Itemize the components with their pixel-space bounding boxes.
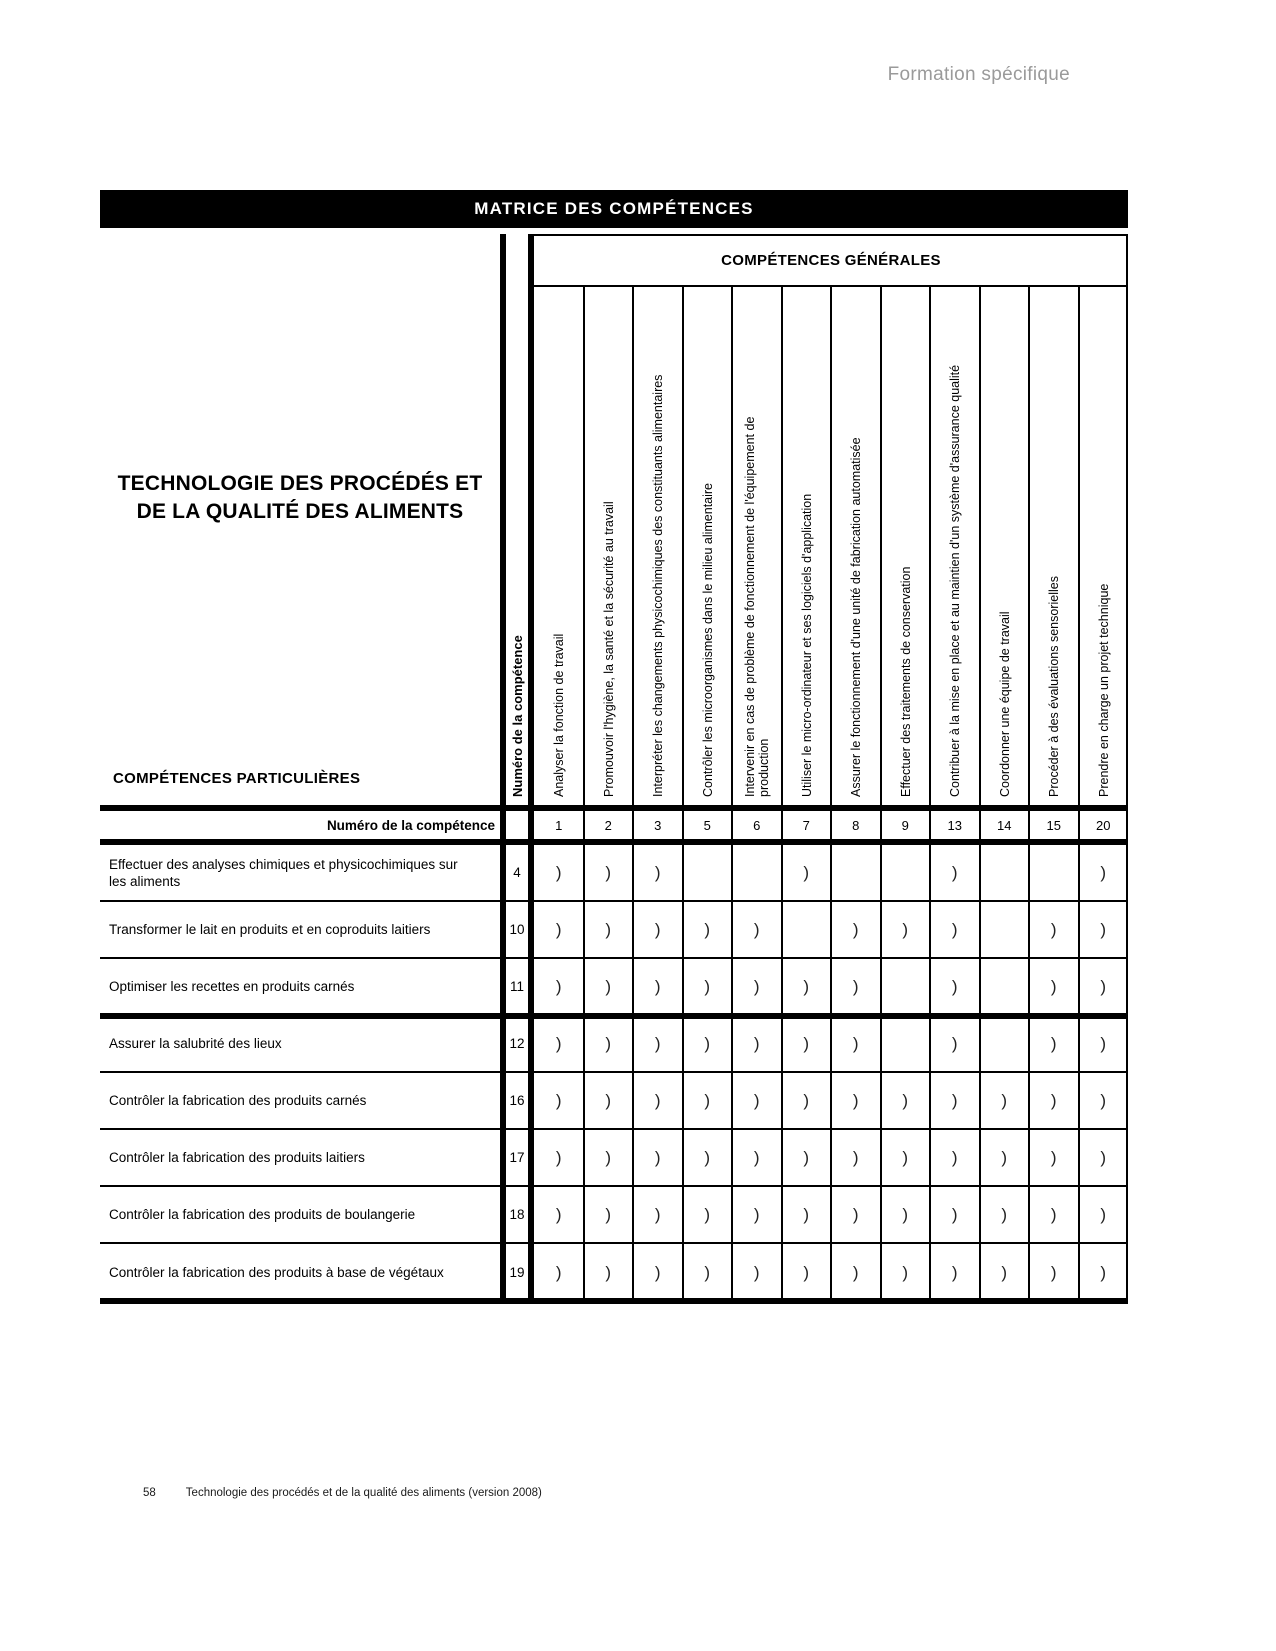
table-row — [100, 902, 1128, 959]
matrix-cell: ) — [951, 1147, 958, 1167]
matrix-cell: ) — [1001, 1090, 1008, 1110]
matrix-cell: ) — [803, 1090, 810, 1110]
matrix-cell: ) — [1100, 1033, 1107, 1053]
column-number: 5 — [703, 817, 711, 833]
matrix-cell: ) — [852, 1204, 859, 1224]
column-number: 8 — [852, 817, 860, 833]
matrix-cell: ) — [753, 1204, 760, 1224]
matrix-cell: ) — [852, 1033, 859, 1053]
matrix-cell: ) — [1050, 1147, 1057, 1167]
matrix-cell: ) — [803, 1262, 810, 1282]
column-number: 20 — [1096, 817, 1111, 833]
page-footer — [143, 1487, 542, 1499]
matrix-cell: ) — [704, 1204, 711, 1224]
row-number: 19 — [509, 1265, 525, 1280]
matrix-cell: ) — [555, 919, 562, 939]
matrix-cell — [881, 1016, 931, 1071]
program-title-line2: DE LA QUALITÉ DES ALIMENTS — [136, 500, 464, 523]
column-number: 3 — [654, 817, 662, 833]
general-competency-header — [831, 287, 881, 805]
matrix-cell: ) — [654, 1033, 661, 1053]
general-competency-header — [1079, 287, 1129, 805]
matrix-cell: ) — [951, 1033, 958, 1053]
general-competency-header — [782, 287, 832, 805]
matrix-cell — [782, 902, 832, 957]
particular-competencies-heading: COMPÉTENCES PARTICULIÈRES — [113, 770, 361, 787]
matrix-cell: ) — [654, 1090, 661, 1110]
column-header-label: Intervenir en cas de problème de fonctionnement de l'équipement de production — [742, 416, 771, 797]
row-number: 12 — [509, 1036, 525, 1051]
particular-competency-label: Contrôler la fabrication des produits de boulangerie — [109, 1207, 416, 1222]
matrix-cell: ) — [1100, 862, 1107, 882]
matrix-cell — [980, 845, 1030, 900]
row-number: 11 — [509, 979, 524, 994]
column-number: 13 — [947, 817, 962, 833]
row-number: 10 — [509, 922, 525, 937]
competency-matrix-table — [100, 234, 1128, 1307]
matrix-cell: ) — [951, 976, 958, 996]
matrix-cell: ) — [704, 919, 711, 939]
table-row — [100, 845, 1128, 902]
particular-competency-label: Effectuer des analyses chimiques et physicochimiques sur les aliments — [109, 856, 458, 889]
particular-competency-label: Contrôler la fabrication des produits à base de végétaux — [109, 1265, 444, 1280]
spacer — [500, 811, 534, 839]
matrix-cell: ) — [1050, 1204, 1057, 1224]
general-competency-header — [633, 287, 683, 805]
matrix-cell: ) — [1001, 1147, 1008, 1167]
matrix-cell: ) — [704, 1090, 711, 1110]
competency-number-row — [100, 811, 1128, 839]
matrix-cell: ) — [555, 1147, 562, 1167]
matrix-cell: ) — [654, 1204, 661, 1224]
table-row — [100, 1244, 1128, 1301]
column-header-label: Contrôler les microorganismes dans le milieu alimentaire — [700, 482, 715, 797]
particular-competency-label: Contrôler la fabrication des produits carnés — [109, 1093, 367, 1108]
table-row — [100, 1016, 1128, 1073]
general-competency-header — [683, 287, 733, 805]
matrix-cell: ) — [654, 919, 661, 939]
matrix-cell: ) — [753, 1262, 760, 1282]
matrix-cell: ) — [852, 1090, 859, 1110]
matrix-cell: ) — [1100, 1090, 1107, 1110]
matrix-cell: ) — [852, 1262, 859, 1282]
general-competencies-heading: COMPÉTENCES GÉNÉRALES — [534, 234, 1128, 287]
column-number: 2 — [604, 817, 612, 833]
matrix-cell: ) — [951, 1204, 958, 1224]
matrix-cell: ) — [654, 862, 661, 882]
matrix-cell: ) — [654, 976, 661, 996]
column-number: 7 — [802, 817, 810, 833]
matrix-cell: ) — [555, 976, 562, 996]
matrix-cell — [980, 902, 1030, 957]
matrix-cell: ) — [605, 1147, 612, 1167]
matrix-cell: ) — [1050, 1262, 1057, 1282]
column-number: 14 — [997, 817, 1012, 833]
general-competency-header — [980, 287, 1030, 805]
matrix-cell: ) — [605, 1204, 612, 1224]
matrix-cell — [732, 845, 782, 900]
matrix-cell: ) — [1100, 1262, 1107, 1282]
matrix-cell: ) — [951, 862, 958, 882]
matrix-cell: ) — [803, 1147, 810, 1167]
column-header-label: Contribuer à la mise en place et au maintien d'un système d'assurance qualité — [947, 364, 962, 797]
matrix-cell: ) — [852, 919, 859, 939]
general-competency-header — [534, 287, 584, 805]
matrix-cell: ) — [803, 1204, 810, 1224]
matrix-cell: ) — [1100, 1147, 1107, 1167]
matrix-cell: ) — [704, 1262, 711, 1282]
column-header-label: Effectuer des traitements de conservation — [898, 566, 913, 797]
matrix-cell: ) — [704, 1147, 711, 1167]
matrix-cell: ) — [902, 1262, 909, 1282]
matrix-cell: ) — [1050, 1090, 1057, 1110]
matrix-cell — [881, 845, 931, 900]
matrix-cell: ) — [1100, 976, 1107, 996]
particular-competency-label: Contrôler la fabrication des produits laitiers — [109, 1150, 365, 1165]
general-competency-header — [1029, 287, 1079, 805]
table-row — [100, 959, 1128, 1016]
general-competency-header — [881, 287, 931, 805]
matrix-cell: ) — [654, 1262, 661, 1282]
particular-competency-label: Transformer le lait en produits et en coproduits laitiers — [109, 922, 431, 937]
column-number: 1 — [555, 817, 563, 833]
matrix-cell: ) — [753, 919, 760, 939]
matrix-cell: ) — [555, 1262, 562, 1282]
matrix-cell: ) — [605, 1090, 612, 1110]
matrix-title-bar: MATRICE DES COMPÉTENCES — [100, 190, 1128, 228]
matrix-cell: ) — [1050, 1033, 1057, 1053]
number-column-header: Numéro de la compétence — [509, 635, 525, 797]
matrix-cell: ) — [1001, 1262, 1008, 1282]
matrix-cell: ) — [753, 1090, 760, 1110]
matrix-cell: ) — [605, 862, 612, 882]
general-competency-header — [930, 287, 980, 805]
column-header-label: Promouvoir l'hygiène, la santé et la sécurité au travail — [601, 501, 616, 797]
matrix-cell: ) — [555, 1090, 562, 1110]
matrix-cell: ) — [1100, 1204, 1107, 1224]
matrix-cell — [1029, 845, 1079, 900]
matrix-cell: ) — [902, 1090, 909, 1110]
matrix-cell: ) — [704, 976, 711, 996]
column-number: 9 — [901, 817, 909, 833]
matrix-cell: ) — [555, 1204, 562, 1224]
matrix-cell — [831, 845, 881, 900]
column-header-label: Prendre en charge un projet technique — [1096, 583, 1111, 797]
column-number: 6 — [753, 817, 761, 833]
column-header-label: Assurer le fonctionnement d'une unité de fabrication automatisée — [848, 437, 863, 797]
matrix-cell: ) — [902, 919, 909, 939]
number-row-header: Numéro de la compétence — [326, 817, 495, 833]
footer-text: Technologie des procédés et de la qualité des aliments (version 2008) — [185, 1487, 542, 1499]
row-number: 18 — [509, 1207, 525, 1222]
row-number: 16 — [509, 1093, 525, 1108]
matrix-cell: ) — [704, 1033, 711, 1053]
matrix-cell — [980, 1016, 1030, 1071]
matrix-cell: ) — [605, 919, 612, 939]
section-header-label: Formation spécifique — [887, 64, 1070, 85]
row-number: 4 — [513, 865, 521, 880]
matrix-cell: ) — [803, 862, 810, 882]
table-row — [100, 1130, 1128, 1187]
row-number: 17 — [509, 1150, 525, 1165]
matrix-cell: ) — [605, 1262, 612, 1282]
matrix-cell: ) — [753, 976, 760, 996]
matrix-cell: ) — [753, 1147, 760, 1167]
matrix-cell: ) — [852, 976, 859, 996]
matrix-cell — [881, 959, 931, 1014]
program-title-line1: TECHNOLOGIE DES PROCÉDÉS ET — [117, 472, 483, 495]
page-number: 58 — [143, 1487, 156, 1499]
matrix-cell: ) — [605, 976, 612, 996]
program-title — [100, 470, 500, 526]
table-row — [100, 1187, 1128, 1244]
matrix-cell: ) — [654, 1147, 661, 1167]
matrix-cell: ) — [1050, 919, 1057, 939]
matrix-cell: ) — [605, 1033, 612, 1053]
column-header-label: Coordonner une équipe de travail — [997, 611, 1012, 797]
matrix-cell: ) — [803, 976, 810, 996]
general-competency-header — [584, 287, 634, 805]
matrix-cell: ) — [555, 862, 562, 882]
general-competency-header — [732, 287, 782, 805]
matrix-cell: ) — [1100, 919, 1107, 939]
particular-competency-label: Assurer la salubrité des lieux — [109, 1036, 282, 1051]
column-header-label: Analyser la fonction de travail — [551, 633, 566, 797]
matrix-cell: ) — [951, 919, 958, 939]
matrix-cell: ) — [753, 1033, 760, 1053]
table-row — [100, 1073, 1128, 1130]
column-header-label: Interpréter les changements physicochimiques des constituants alimentaires — [650, 374, 665, 797]
matrix-cell: ) — [902, 1204, 909, 1224]
matrix-cell: ) — [951, 1262, 958, 1282]
matrix-cell: ) — [555, 1033, 562, 1053]
column-number: 15 — [1046, 817, 1061, 833]
matrix-cell: ) — [902, 1147, 909, 1167]
matrix-cell: ) — [1001, 1204, 1008, 1224]
matrix-cell — [683, 845, 733, 900]
matrix-cell: ) — [803, 1033, 810, 1053]
particular-competency-label: Optimiser les recettes en produits carnés — [109, 979, 355, 994]
column-header-label: Utiliser le micro-ordinateur et ses logiciels d'application — [799, 493, 814, 797]
matrix-cell: ) — [852, 1147, 859, 1167]
matrix-cell: ) — [1050, 976, 1057, 996]
column-header-label: Procéder à des évaluations sensorielles — [1046, 576, 1061, 797]
matrix-cell: ) — [951, 1090, 958, 1110]
matrix-cell — [980, 959, 1030, 1014]
